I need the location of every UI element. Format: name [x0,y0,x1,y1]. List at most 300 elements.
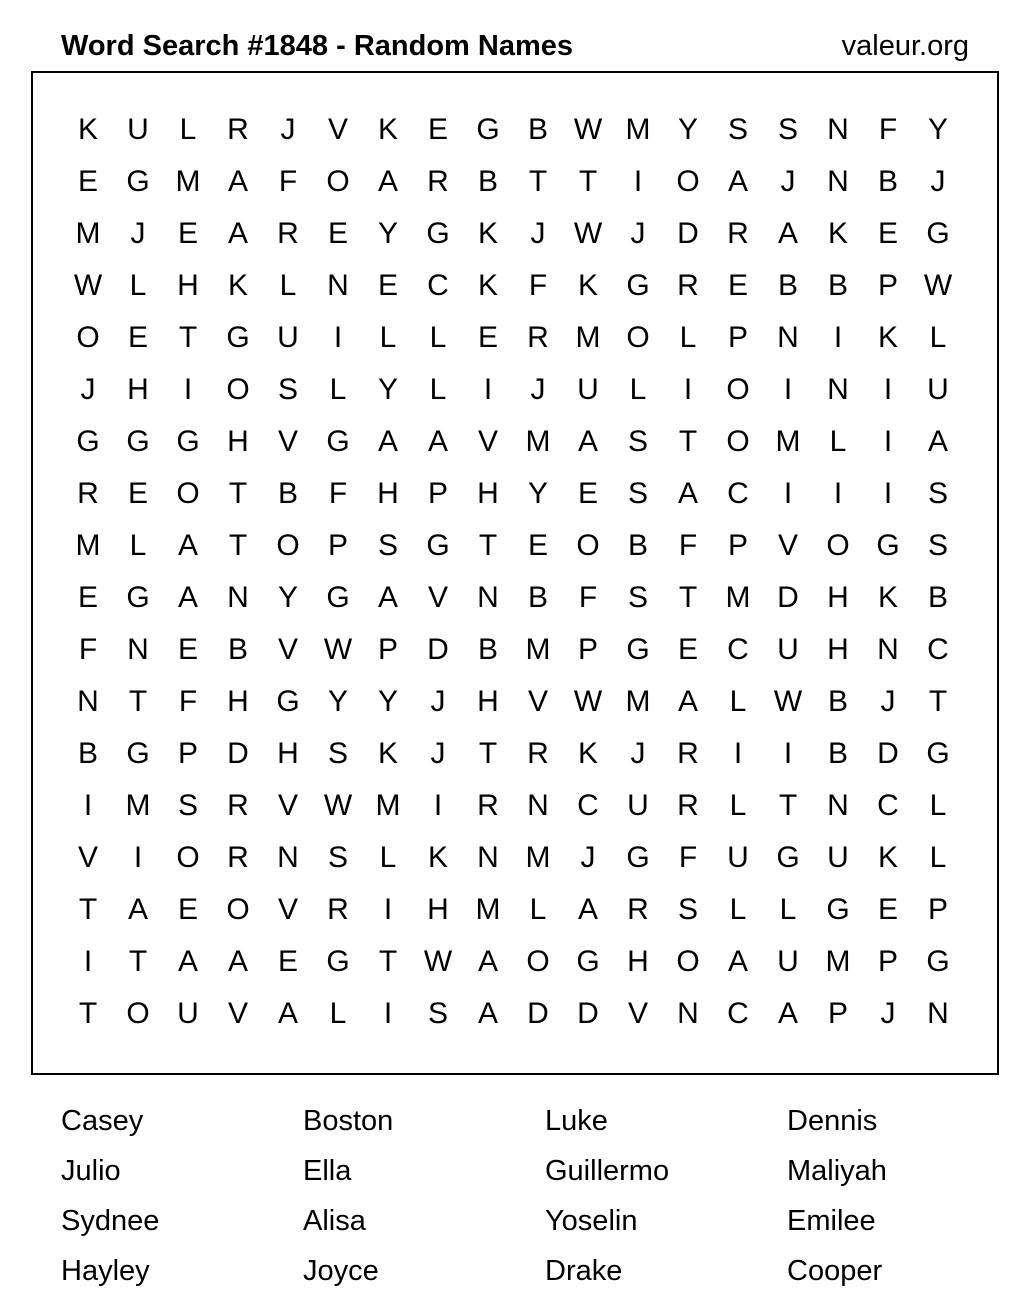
grid-cell[interactable]: H [227,685,249,718]
grid-cell[interactable]: N [927,997,949,1030]
grid-cell[interactable]: E [877,893,898,926]
grid-cell[interactable]: W [323,789,353,822]
grid-cell[interactable]: K [227,269,248,302]
grid-cell[interactable]: I [483,373,493,406]
grid-cell[interactable]: L [529,893,547,926]
grid-cell[interactable]: E [177,633,198,666]
grid-cell[interactable]: Y [927,113,948,146]
grid-cell[interactable]: R [677,269,699,302]
grid-cell[interactable]: I [883,373,893,406]
grid-cell[interactable]: O [226,373,250,406]
grid-cell[interactable]: P [727,529,748,562]
grid-cell[interactable]: I [783,477,793,510]
grid-cell[interactable]: A [177,581,198,614]
grid-cell[interactable]: E [127,321,148,354]
grid-cell[interactable]: N [477,581,499,614]
grid-cell[interactable]: R [677,737,699,770]
grid-cell[interactable]: V [477,425,498,458]
grid-cell[interactable]: S [727,113,748,146]
grid-cell[interactable]: N [827,373,849,406]
grid-cell[interactable]: I [733,737,743,770]
grid-cell[interactable]: I [433,789,443,822]
grid-cell[interactable]: N [277,841,299,874]
grid-cell[interactable]: O [276,529,300,562]
grid-cell[interactable]: I [783,737,793,770]
grid-cell[interactable]: P [177,737,198,770]
grid-cell[interactable]: V [627,997,648,1030]
grid-cell[interactable]: N [327,269,349,302]
grid-cell[interactable]: L [629,373,647,406]
grid-cell[interactable]: S [927,529,948,562]
grid-cell[interactable]: L [729,685,747,718]
grid-cell[interactable]: H [827,633,849,666]
grid-cell[interactable]: N [877,633,899,666]
grid-cell[interactable]: E [577,477,598,510]
grid-cell[interactable]: U [827,841,849,874]
grid-cell[interactable]: P [577,633,598,666]
grid-cell[interactable]: U [127,113,149,146]
grid-cell[interactable]: V [427,581,448,614]
grid-cell[interactable]: J [280,113,296,146]
grid-cell[interactable]: M [525,633,551,666]
grid-cell[interactable]: I [83,945,93,978]
grid-cell[interactable]: A [477,997,498,1030]
grid-cell[interactable]: F [78,633,98,666]
grid-cell[interactable]: J [880,685,896,718]
grid-cell[interactable]: F [528,269,548,302]
grid-cell[interactable]: B [77,737,98,770]
grid-cell[interactable]: A [227,165,248,198]
grid-cell[interactable]: T [928,685,948,718]
grid-cell[interactable]: B [527,581,548,614]
grid-cell[interactable]: E [177,893,198,926]
grid-cell[interactable]: L [729,789,747,822]
grid-cell[interactable]: M [525,841,551,874]
grid-cell[interactable]: S [677,893,698,926]
grid-cell[interactable]: V [277,893,298,926]
grid-cell[interactable]: F [578,581,598,614]
grid-cell[interactable]: O [326,165,350,198]
grid-cell[interactable]: S [327,841,348,874]
grid-cell[interactable]: C [577,789,599,822]
grid-cell[interactable]: M [75,217,101,250]
grid-cell[interactable]: N [77,685,99,718]
grid-cell[interactable]: O [126,997,150,1030]
grid-cell[interactable]: K [377,113,398,146]
grid-cell[interactable]: O [526,945,550,978]
grid-cell[interactable]: M [725,581,751,614]
grid-cell[interactable]: B [927,581,948,614]
grid-cell[interactable]: Y [677,113,698,146]
grid-cell[interactable]: G [476,113,500,146]
grid-cell[interactable]: K [877,321,898,354]
grid-cell[interactable]: L [929,841,947,874]
grid-cell[interactable]: E [677,633,698,666]
grid-cell[interactable]: T [478,737,498,770]
grid-cell[interactable]: N [527,789,549,822]
grid-cell[interactable]: H [427,893,449,926]
grid-cell[interactable]: C [927,633,949,666]
grid-cell[interactable]: U [277,321,299,354]
grid-cell[interactable]: K [377,737,398,770]
grid-cell[interactable]: A [727,945,748,978]
grid-cell[interactable]: B [777,269,798,302]
grid-cell[interactable]: O [76,321,100,354]
grid-cell[interactable]: O [676,945,700,978]
grid-cell[interactable]: A [777,997,798,1030]
grid-cell[interactable]: A [377,425,398,458]
grid-cell[interactable]: A [227,217,248,250]
grid-cell[interactable]: E [77,581,98,614]
grid-cell[interactable]: H [227,425,249,458]
grid-cell[interactable]: N [827,113,849,146]
grid-cell[interactable]: G [926,217,950,250]
grid-cell[interactable]: M [775,425,801,458]
grid-cell[interactable]: K [827,217,848,250]
grid-cell[interactable]: C [727,633,749,666]
grid-cell[interactable]: J [530,373,546,406]
grid-cell[interactable]: G [426,529,450,562]
grid-cell[interactable]: O [176,477,200,510]
grid-cell[interactable]: A [677,685,698,718]
grid-cell[interactable]: F [678,841,698,874]
grid-cell[interactable]: L [929,789,947,822]
grid-cell[interactable]: B [827,737,848,770]
grid-cell[interactable]: S [627,477,648,510]
grid-cell[interactable]: L [329,373,347,406]
grid-cell[interactable]: G [176,425,200,458]
grid-cell[interactable]: A [377,165,398,198]
grid-cell[interactable]: L [329,997,347,1030]
grid-cell[interactable]: O [176,841,200,874]
grid-cell[interactable]: G [426,217,450,250]
grid-cell[interactable]: F [178,685,198,718]
grid-cell[interactable]: G [626,841,650,874]
grid-cell[interactable]: A [177,529,198,562]
grid-cell[interactable]: S [627,581,648,614]
grid-cell[interactable]: I [133,841,143,874]
grid-cell[interactable]: T [578,165,598,198]
grid-cell[interactable]: V [277,425,298,458]
grid-cell[interactable]: H [127,373,149,406]
grid-cell[interactable]: K [577,737,598,770]
grid-cell[interactable]: P [827,997,848,1030]
grid-cell[interactable]: O [826,529,850,562]
grid-cell[interactable]: B [477,165,498,198]
grid-cell[interactable]: P [877,269,898,302]
grid-cell[interactable]: W [323,633,353,666]
grid-cell[interactable]: N [777,321,799,354]
grid-cell[interactable]: R [527,321,549,354]
grid-cell[interactable]: W [573,217,603,250]
grid-cell[interactable]: V [277,789,298,822]
grid-cell[interactable]: J [430,737,446,770]
grid-cell[interactable]: I [833,477,843,510]
grid-cell[interactable]: G [76,425,100,458]
grid-cell[interactable]: W [423,945,453,978]
grid-cell[interactable]: P [727,321,748,354]
grid-cell[interactable]: L [179,113,197,146]
grid-cell[interactable]: G [326,581,350,614]
grid-cell[interactable]: B [827,269,848,302]
grid-cell[interactable]: G [926,737,950,770]
grid-cell[interactable]: F [328,477,348,510]
grid-cell[interactable]: G [126,737,150,770]
grid-cell[interactable]: I [333,321,343,354]
grid-cell[interactable]: V [77,841,98,874]
grid-cell[interactable]: I [183,373,193,406]
grid-cell[interactable]: L [829,425,847,458]
grid-cell[interactable]: E [877,217,898,250]
grid-cell[interactable]: W [923,269,953,302]
grid-cell[interactable]: E [727,269,748,302]
grid-cell[interactable]: P [427,477,448,510]
grid-cell[interactable]: T [128,945,148,978]
grid-cell[interactable]: G [126,165,150,198]
grid-cell[interactable]: I [783,373,793,406]
grid-cell[interactable]: R [477,789,499,822]
grid-cell[interactable]: L [279,269,297,302]
grid-cell[interactable]: N [127,633,149,666]
grid-cell[interactable]: I [683,373,693,406]
grid-cell[interactable]: P [377,633,398,666]
grid-cell[interactable]: B [477,633,498,666]
grid-cell[interactable]: B [527,113,548,146]
grid-cell[interactable]: S [627,425,648,458]
grid-cell[interactable]: L [379,841,397,874]
grid-cell[interactable]: S [777,113,798,146]
grid-cell[interactable]: G [776,841,800,874]
grid-cell[interactable]: F [278,165,298,198]
grid-cell[interactable]: P [327,529,348,562]
grid-cell[interactable]: H [177,269,199,302]
grid-cell[interactable]: N [227,581,249,614]
grid-cell[interactable]: A [477,945,498,978]
grid-cell[interactable]: V [777,529,798,562]
grid-cell[interactable]: M [375,789,401,822]
grid-cell[interactable]: K [577,269,598,302]
grid-cell[interactable]: S [277,373,298,406]
grid-cell[interactable]: V [327,113,348,146]
grid-cell[interactable]: Y [327,685,348,718]
grid-cell[interactable]: L [429,373,447,406]
grid-cell[interactable]: O [676,165,700,198]
grid-cell[interactable]: T [178,321,198,354]
grid-cell[interactable]: A [177,945,198,978]
grid-cell[interactable]: D [427,633,449,666]
grid-cell[interactable]: E [277,945,298,978]
grid-cell[interactable]: O [726,425,750,458]
grid-cell[interactable]: N [827,789,849,822]
grid-cell[interactable]: Y [377,217,398,250]
grid-cell[interactable]: G [626,269,650,302]
grid-cell[interactable]: K [477,217,498,250]
grid-cell[interactable]: U [777,633,799,666]
grid-cell[interactable]: T [478,529,498,562]
grid-cell[interactable]: L [379,321,397,354]
grid-cell[interactable]: J [530,217,546,250]
grid-cell[interactable]: V [277,633,298,666]
grid-cell[interactable]: R [677,789,699,822]
grid-cell[interactable]: A [777,217,798,250]
grid-cell[interactable]: G [326,425,350,458]
grid-cell[interactable]: O [726,373,750,406]
grid-cell[interactable]: J [880,997,896,1030]
grid-cell[interactable]: T [78,893,98,926]
grid-cell[interactable]: B [227,633,248,666]
grid-cell[interactable]: A [577,893,598,926]
grid-cell[interactable]: L [129,269,147,302]
grid-cell[interactable]: T [78,997,98,1030]
grid-cell[interactable]: J [580,841,596,874]
grid-cell[interactable]: A [277,997,298,1030]
grid-cell[interactable]: R [727,217,749,250]
grid-cell[interactable]: Y [377,685,398,718]
grid-cell[interactable]: J [630,737,646,770]
grid-cell[interactable]: R [277,217,299,250]
grid-cell[interactable]: Y [527,477,548,510]
grid-cell[interactable]: M [825,945,851,978]
grid-cell[interactable]: D [777,581,799,614]
grid-cell[interactable]: G [876,529,900,562]
grid-cell[interactable]: D [527,997,549,1030]
grid-cell[interactable]: J [780,165,796,198]
grid-cell[interactable]: G [926,945,950,978]
grid-cell[interactable]: W [573,113,603,146]
grid-cell[interactable]: W [773,685,803,718]
grid-cell[interactable]: W [573,685,603,718]
grid-cell[interactable]: R [327,893,349,926]
grid-cell[interactable]: G [826,893,850,926]
grid-cell[interactable]: N [827,165,849,198]
grid-cell[interactable]: M [75,529,101,562]
grid-cell[interactable]: H [827,581,849,614]
grid-cell[interactable]: U [177,997,199,1030]
grid-cell[interactable]: J [80,373,96,406]
grid-cell[interactable]: F [878,113,898,146]
grid-cell[interactable]: U [577,373,599,406]
grid-cell[interactable]: E [527,529,548,562]
grid-cell[interactable]: I [883,477,893,510]
grid-cell[interactable]: A [227,945,248,978]
grid-cell[interactable]: O [626,321,650,354]
grid-cell[interactable]: R [427,165,449,198]
grid-cell[interactable]: D [877,737,899,770]
grid-cell[interactable]: D [677,217,699,250]
grid-cell[interactable]: V [527,685,548,718]
grid-cell[interactable]: P [877,945,898,978]
grid-cell[interactable]: O [576,529,600,562]
grid-cell[interactable]: A [577,425,598,458]
grid-cell[interactable]: J [630,217,646,250]
grid-cell[interactable]: G [576,945,600,978]
grid-cell[interactable]: L [679,321,697,354]
grid-cell[interactable]: M [475,893,501,926]
grid-cell[interactable]: J [430,685,446,718]
grid-cell[interactable]: T [678,581,698,614]
grid-cell[interactable]: M [625,113,651,146]
grid-cell[interactable]: E [477,321,498,354]
grid-cell[interactable]: G [326,945,350,978]
grid-cell[interactable]: I [383,893,393,926]
grid-cell[interactable]: M [175,165,201,198]
grid-cell[interactable]: H [627,945,649,978]
grid-cell[interactable]: G [126,581,150,614]
grid-cell[interactable]: R [77,477,99,510]
grid-cell[interactable]: C [877,789,899,822]
grid-cell[interactable]: A [427,425,448,458]
grid-cell[interactable]: T [528,165,548,198]
grid-cell[interactable]: H [377,477,399,510]
grid-cell[interactable]: K [877,841,898,874]
grid-cell[interactable]: U [927,373,949,406]
grid-cell[interactable]: Y [277,581,298,614]
grid-cell[interactable]: E [177,217,198,250]
grid-cell[interactable]: R [627,893,649,926]
grid-cell[interactable]: R [227,113,249,146]
grid-cell[interactable]: C [727,477,749,510]
grid-cell[interactable]: L [129,529,147,562]
grid-cell[interactable]: J [930,165,946,198]
grid-cell[interactable]: S [377,529,398,562]
grid-cell[interactable]: S [427,997,448,1030]
grid-cell[interactable]: S [177,789,198,822]
grid-cell[interactable]: S [927,477,948,510]
grid-cell[interactable]: G [276,685,300,718]
grid-cell[interactable]: T [228,529,248,562]
grid-cell[interactable]: S [327,737,348,770]
grid-cell[interactable]: T [378,945,398,978]
grid-cell[interactable]: O [226,893,250,926]
grid-cell[interactable]: K [427,841,448,874]
grid-cell[interactable]: M [125,789,151,822]
grid-cell[interactable]: A [677,477,698,510]
grid-cell[interactable]: U [727,841,749,874]
grid-cell[interactable]: L [729,893,747,926]
grid-cell[interactable]: N [477,841,499,874]
grid-cell[interactable]: B [627,529,648,562]
grid-cell[interactable]: M [625,685,651,718]
grid-cell[interactable]: A [377,581,398,614]
grid-cell[interactable]: K [77,113,98,146]
grid-cell[interactable]: K [477,269,498,302]
grid-cell[interactable]: M [525,425,551,458]
grid-cell[interactable]: T [778,789,798,822]
grid-cell[interactable]: W [73,269,103,302]
grid-cell[interactable]: B [827,685,848,718]
grid-cell[interactable]: M [575,321,601,354]
grid-cell[interactable]: D [577,997,599,1030]
grid-cell[interactable]: T [228,477,248,510]
grid-cell[interactable]: V [227,997,248,1030]
grid-cell[interactable]: R [227,841,249,874]
grid-cell[interactable]: H [277,737,299,770]
grid-cell[interactable]: T [128,685,148,718]
grid-cell[interactable]: I [883,425,893,458]
grid-cell[interactable]: C [727,997,749,1030]
grid-cell[interactable]: I [833,321,843,354]
grid-cell[interactable]: E [377,269,398,302]
grid-cell[interactable]: E [427,113,448,146]
grid-cell[interactable]: N [677,997,699,1030]
grid-cell[interactable]: R [227,789,249,822]
grid-cell[interactable]: L [779,893,797,926]
grid-cell[interactable]: H [477,477,499,510]
grid-cell[interactable]: K [877,581,898,614]
grid-cell[interactable]: B [877,165,898,198]
grid-cell[interactable]: P [927,893,948,926]
grid-cell[interactable]: A [127,893,148,926]
